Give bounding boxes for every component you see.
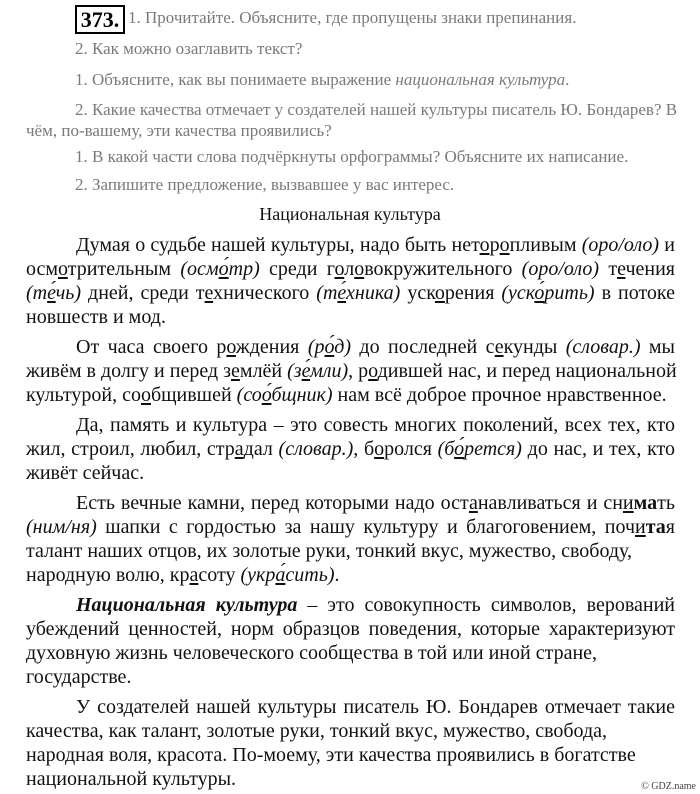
styled-text: национальная культура xyxy=(395,70,566,89)
text-segment: 2. Запишите предложение, вызвавшее у вас интерес. xyxy=(75,175,455,194)
styled-text: хника) xyxy=(346,282,401,304)
text-segment: национальной культуры. xyxy=(26,768,237,790)
underlined-letter: е́ xyxy=(337,282,347,304)
text-segment: новшеств и мод. xyxy=(26,306,166,328)
text-segment: млёй xyxy=(239,360,288,382)
text-segment: мы xyxy=(640,336,675,358)
text-segment: 2. Как можно озаглавить текст? xyxy=(75,39,303,58)
text-segment: , р xyxy=(348,360,369,382)
text-segment: пливым xyxy=(509,234,582,256)
text-segment: дал xyxy=(243,438,279,460)
exercise-number: 373. xyxy=(75,5,125,34)
text-segment: духовную жизнь человеческого сообщества в той или иной стране, xyxy=(26,642,598,664)
underlined-letter: е́ xyxy=(47,282,56,304)
text-line xyxy=(76,594,675,616)
underlined-letter: е xyxy=(494,336,504,358)
text-segment: до последней с xyxy=(351,336,495,358)
text-line xyxy=(76,492,675,514)
styled-text: рется) xyxy=(464,438,522,460)
underlined-letter: а xyxy=(234,438,244,460)
styled-text: тр) xyxy=(228,258,260,280)
text-segment: государстве. xyxy=(26,666,132,688)
text-segment: среди г xyxy=(259,258,335,280)
text-segment: шапки с гордостью за нашу культуру и благоговением, поч xyxy=(96,516,636,538)
styled-text: (словар.) xyxy=(565,336,641,358)
text-line xyxy=(26,462,144,484)
styled-text: (р xyxy=(307,336,325,358)
text-segment: р xyxy=(489,234,500,256)
text-segment: соту xyxy=(198,564,241,586)
text-segment: народную волю, кр xyxy=(26,564,190,586)
text-segment: до нас, и тех, кто xyxy=(521,438,675,460)
styled-text: сить) xyxy=(285,564,335,586)
text-segment: – это совокупность символов, верований xyxy=(297,594,675,616)
text-segment: нам всё доброе прочное нравственное. xyxy=(332,384,667,406)
text-segment: и xyxy=(659,234,675,256)
text-line xyxy=(26,360,677,382)
text-segment: 1. Объясните, как вы понимаете выражение xyxy=(75,70,396,89)
text-line xyxy=(26,438,675,460)
underlined-letter: е xyxy=(204,282,214,304)
task-line xyxy=(75,100,677,120)
text-line xyxy=(26,744,636,766)
text-segment: культурой, со xyxy=(26,384,141,406)
text-line xyxy=(26,564,340,586)
text-segment: бщившей xyxy=(150,384,237,406)
text-segment: . xyxy=(334,564,340,586)
underlined-letter: о́ xyxy=(218,258,229,280)
underlined-letter: о́ xyxy=(324,336,335,358)
text-segment: качества, как талант, золотые руки, тонкий вкус, мужество, свобода, xyxy=(26,720,608,742)
text-title: Национальная культура xyxy=(259,204,441,224)
underlined-letter: о xyxy=(334,258,345,280)
text-segment: осм xyxy=(26,258,59,280)
text-line xyxy=(76,696,675,718)
text-segment: Да, память и культура – это совесть многих поколений, всех тех, кто xyxy=(76,414,675,436)
text-segment: вокружительного xyxy=(364,258,522,280)
text-segment: я xyxy=(665,516,675,538)
text-segment: дней, среди т xyxy=(81,282,205,304)
text-segment: . xyxy=(565,70,570,89)
underlined-letter: о xyxy=(499,234,510,256)
text-line xyxy=(26,306,166,328)
underlined-letter: о xyxy=(368,360,378,382)
underlined-letter: о xyxy=(58,258,68,280)
text-segment: 1. В какой части слова подчёркнуты орфограммы? Объясните их написание. xyxy=(75,147,629,166)
text-line xyxy=(26,642,597,664)
underlined-letter: о xyxy=(434,282,445,304)
text-segment: живёт сейчас. xyxy=(26,462,145,484)
text-line xyxy=(26,516,675,538)
underlined-letter: и xyxy=(622,492,634,514)
styled-text: (з xyxy=(287,360,302,382)
text-segment: От часа своего р xyxy=(76,336,227,358)
task-line xyxy=(75,39,302,59)
text-line xyxy=(26,618,675,640)
text-line xyxy=(26,666,131,688)
styled-text: чь) xyxy=(55,282,82,304)
underlined-letter: а́ xyxy=(275,564,286,586)
text-segment: в потоке xyxy=(594,282,676,304)
text-line xyxy=(26,768,236,790)
styled-text: (осм xyxy=(180,258,219,280)
text-segment: дившей нас, и перед национальной xyxy=(377,360,677,382)
text-segment: л xyxy=(344,258,355,280)
underlined-letter: а xyxy=(468,492,478,514)
styled-text: Национальная культура xyxy=(76,594,298,616)
task-line xyxy=(75,147,628,167)
text-segment: ждения xyxy=(235,336,308,358)
styled-text: бщник) xyxy=(271,384,333,406)
watermark: © GDZ.name xyxy=(641,781,696,792)
styled-text: (т xyxy=(316,282,338,304)
text-segment: кунды xyxy=(503,336,566,358)
underlined-letter: е́ xyxy=(301,360,310,382)
styled-text: (оро/оло) xyxy=(581,234,660,256)
text-line xyxy=(76,234,675,256)
text-segment: , б xyxy=(353,438,375,460)
underlined-letter: е xyxy=(231,360,240,382)
underlined-letter: е xyxy=(617,258,626,280)
task-line xyxy=(128,8,576,28)
text-segment: живём в долгу и перед з xyxy=(26,360,232,382)
underlined-letter: а xyxy=(189,564,199,586)
styled-text: ма xyxy=(633,492,658,514)
text-line xyxy=(76,336,675,358)
styled-text: мли) xyxy=(309,360,349,382)
task-line xyxy=(26,121,332,141)
styled-text: рить) xyxy=(544,282,595,304)
underlined-letter: о́ xyxy=(261,384,272,406)
text-segment: ролся xyxy=(384,438,438,460)
underlined-letter: и xyxy=(635,516,646,538)
styled-text: (словар.) xyxy=(278,438,354,460)
styled-text: (со xyxy=(236,384,262,406)
text-line xyxy=(26,720,607,742)
underlined-letter: о xyxy=(226,336,236,358)
styled-text: (б xyxy=(437,438,455,460)
text-line xyxy=(26,540,632,562)
text-segment: 1. Прочитайте. Объясните, где пропущены знаки препинания. xyxy=(128,8,577,27)
text-segment: т xyxy=(599,258,618,280)
text-segment: рения xyxy=(444,282,502,304)
text-segment: талант наших отцов, их золотые руки, тонкий вкус, мужество, свободу, xyxy=(26,540,633,562)
text-segment: трительным xyxy=(67,258,181,280)
underlined-letter: о xyxy=(374,438,385,460)
underlined-letter: о xyxy=(479,234,490,256)
underlined-letter: о́ xyxy=(454,438,465,460)
underlined-letter: о́ xyxy=(534,282,545,304)
text-segment: ть xyxy=(657,492,675,514)
text-segment: Думая о судьбе нашей культуры, надо быть нет xyxy=(76,234,480,256)
underlined-letter: о xyxy=(354,258,365,280)
styled-text: (уск xyxy=(501,282,535,304)
text-segment: навливаться и сн xyxy=(477,492,623,514)
styled-text: (ним/ня) xyxy=(26,516,97,538)
task-line xyxy=(75,175,454,195)
text-segment: чём, по-вашему, эти качества проявились? xyxy=(26,121,332,140)
text-segment: У создателей нашей культуры писатель Ю. Бондарев отмечает такие xyxy=(76,696,675,718)
text-segment: убеждений ценностей, норм образцов поведения, которые характеризуют xyxy=(26,618,675,640)
text-segment: 2. Какие качества отмечает у создателей нашей культуры писатель Ю. Бондарев? В xyxy=(75,100,678,119)
task-line xyxy=(75,70,569,90)
text-segment: Есть вечные камни, перед которыми надо ост xyxy=(76,492,469,514)
text-line xyxy=(26,258,675,280)
text-line xyxy=(26,384,667,406)
text-segment: уск xyxy=(400,282,435,304)
text-segment: хнического xyxy=(213,282,317,304)
styled-text: (укр xyxy=(240,564,276,586)
styled-text: д) xyxy=(334,336,352,358)
styled-text: та xyxy=(645,516,666,538)
text-segment: народная воля, красота. По-моему, эти качества проявились в богатстве xyxy=(26,744,636,766)
styled-text: (т xyxy=(26,282,48,304)
underlined-letter: о xyxy=(140,384,151,406)
text-segment: жил, строил, любил, стр xyxy=(26,438,235,460)
text-segment: чения xyxy=(625,258,675,280)
text-line xyxy=(76,414,675,436)
styled-text: (оро/оло) xyxy=(521,258,599,280)
text-line xyxy=(26,282,675,304)
